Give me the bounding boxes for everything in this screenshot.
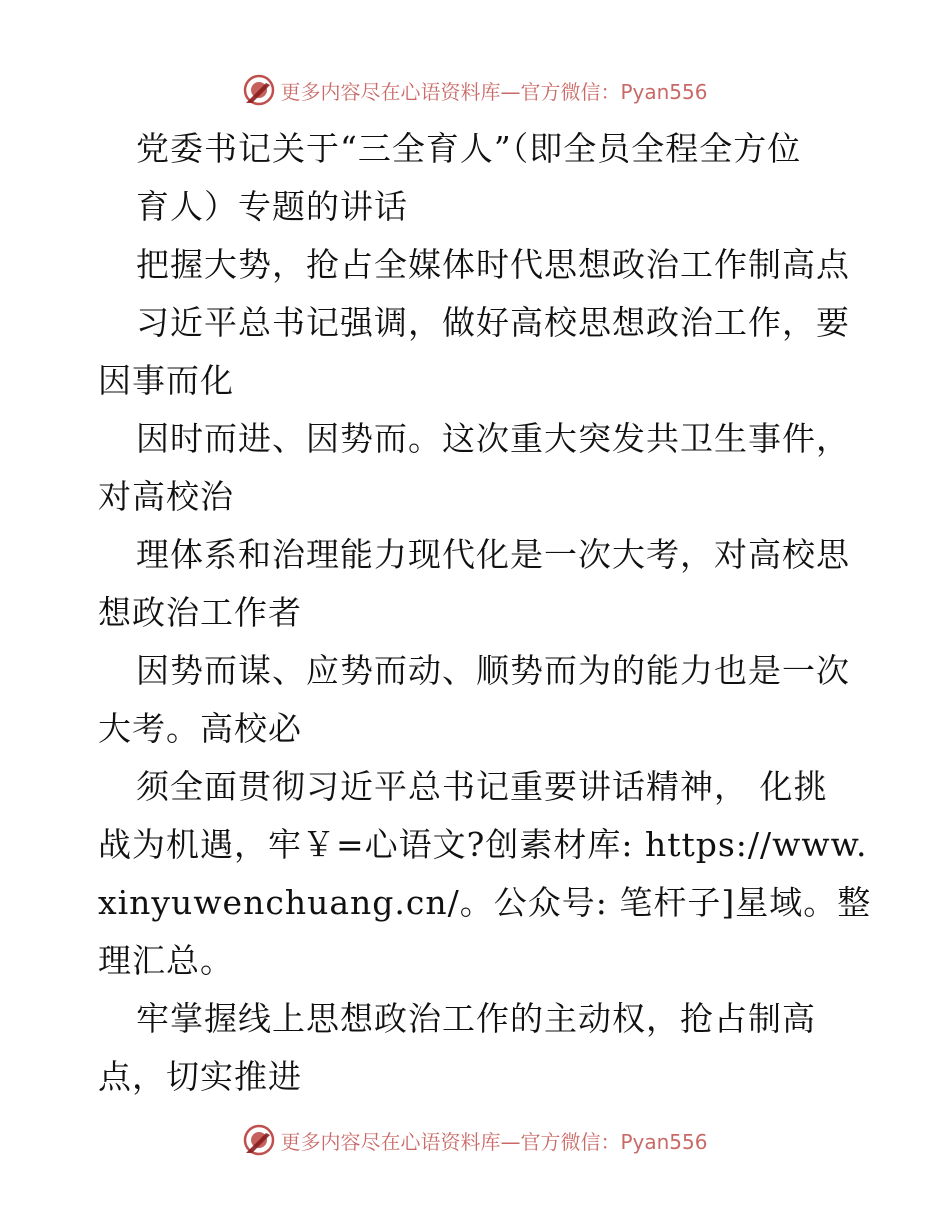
text-line: 想政治工作者 <box>98 593 302 632</box>
text-line: 大考。高校必 <box>98 709 302 748</box>
header-banner <box>0 70 950 110</box>
pen-logo-icon <box>242 73 276 107</box>
text-line: 牢掌握线上思想政治工作的主动权，抢占制高 <box>136 999 816 1038</box>
pen-logo-icon <box>242 1123 276 1157</box>
text-line: 战为机遇，牢￥=心语文?创素材库: https://www. <box>98 825 868 864</box>
text-line: 因时而进、因势而。这次重大突发共卫生事件， <box>136 419 850 458</box>
text-line: 须全面贯彻习近平总书记重要讲话精神， 化挑 <box>136 767 828 806</box>
text-line: 点，切实推进 <box>98 1057 302 1096</box>
text-line: 习近平总书记强调，做好高校思想政治工作，要 <box>136 303 850 342</box>
text-line: 理体系和治理能力现代化是一次大考，对高校思 <box>136 535 850 574</box>
text-line: 党委书记关于“三全育人”（即全员全程全方位 <box>136 129 802 168</box>
text-line: xinyuwenchuang.cn/。公众号: 笔杆子]星域。整 <box>98 883 872 922</box>
text-line: 因事而化 <box>98 361 234 400</box>
document-body <box>98 120 872 1106</box>
text-line: 把握大势，抢占全媒体时代思想政治工作制高点 <box>136 245 850 284</box>
text-line: 因势而谋、应势而动、顺势而为的能力也是一次 <box>136 651 850 690</box>
text-line: 理汇总。 <box>98 941 234 980</box>
footer-banner <box>0 1120 950 1160</box>
footer-banner-text: 更多内容尽在心语资料库—官方微信：Pyan556 <box>280 1129 708 1154</box>
header-banner-text: 更多内容尽在心语资料库—官方微信：Pyan556 <box>280 79 708 104</box>
text-line: 育人）专题的讲话 <box>136 187 408 226</box>
text-line: 对高校治 <box>98 477 234 516</box>
